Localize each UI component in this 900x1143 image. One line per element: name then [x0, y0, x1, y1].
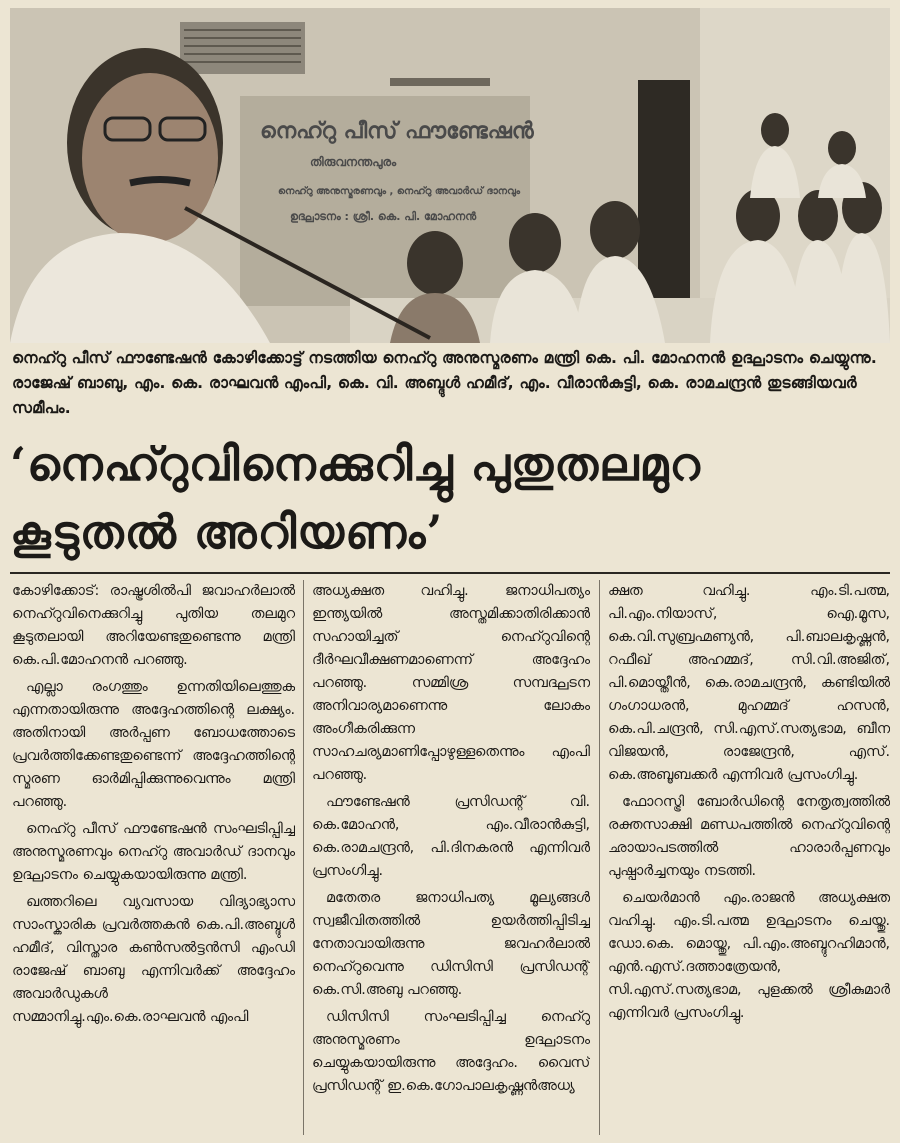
- banner-line4: ഉദ്ഘാടനം : ശ്രീ. കെ. പി. മോഹനൻ: [290, 210, 477, 223]
- column-divider: [303, 580, 304, 1135]
- article-column-3: [608, 580, 890, 1140]
- article-column-2: [312, 580, 590, 1140]
- photo-caption: നെഹ്റു പീസ് ഫൗണ്ടേഷൻ കോഴിക്കോട്ട് നടത്തിയ നെഹ്റു അനുസ്മരണം മന്ത്രി കെ. പി. മോഹനൻ ഉദ്ഘാടനം ചെയ്യുന്നു. രാജേഷ് ബാബു, എം. കെ. രാഘവൻ എംപി, കെ. വി. അബ്ദുൾ ഹമീദ്, എം. വീരാൻകുട്ടി, കെ. രാമചന്ദ്രൻ തുടങ്ങിയവർ സമീപം.: [12, 349, 877, 417]
- paragraph: കോഴിക്കോട്: രാഷ്ട്രശിൽപി ജവാഹർലാൽ നെഹ്റുവിനെക്കുറിച്ചു പുതിയ തലമുറ കൂടുതലായി അറിയേണ്ടതുണ്ടെന്നു മന്ത്രി കെ.പി.മോഹനൻ പറഞ്ഞു.: [12, 583, 295, 668]
- headline-divider: [10, 572, 890, 574]
- paragraph: ഖത്തറിലെ വ്യവസായ വിദ്യാഭ്യാസ സാംസ്കാരിക പ്രവർത്തകൻ കെ.പി.അബ്ദുൾ ഹമീദ്, വിസ്താര കൺസൽട്ടൻസി എംഡി രാജേഷ് ബാബു എന്നിവർക്ക് അദ്ദേഹം അവാർഡുകൾ സമ്മാനിച്ചു.എം.കെ.രാഘവൻ എംപി: [12, 894, 295, 1025]
- paragraph: എല്ലാ രംഗത്തും ഉന്നതിയിലെത്തുക എന്നതായിരുന്നു അദ്ദേഹത്തിന്റെ ലക്ഷ്യം. അതിനായി അർപ്പണ ബോധത്തോടെ പ്രവർത്തിക്കേണ്ടതുണ്ടെന്ന് അദ്ദേഹത്തിന്റെ സ്മരണ ഓർമിപ്പിക്കുന്നുവെന്നും മന്ത്രി പറഞ്ഞു.: [12, 679, 295, 810]
- news-photo: [10, 8, 890, 343]
- headline: ‘നെഹ്റുവിനെക്കുറിച്ചു പുതുതലമുറ കൂടുതൽ അറിയണം’: [10, 437, 701, 559]
- paragraph: അധ്യക്ഷത വഹിച്ചു. ജനാധിപത്യം ഇന്ത്യയിൽ അസ്തമിക്കാതിരിക്കാൻ സഹായിച്ചത് നെഹ്റുവിന്റെ ദീർഘവീക്ഷണമാണെന്ന് അദ്ദേഹം പറഞ്ഞു. സമ്മിശ്ര സമ്പദ്ഘടന അനിവാര്യമാണെന്നു ലോകം അംഗീകരിക്കുന്ന സാഹചര്യമാണിപ്പോഴുള്ളതെന്നും എംപി പറഞ്ഞു.: [312, 583, 590, 783]
- paragraph: ഫൗണ്ടേഷൻ പ്രസിഡന്റ് വി. കെ.മോഹൻ, എം.വീരാൻകുട്ടി, കെ.രാമചന്ദ്രൻ, പി.ദിനകരൻ എന്നിവർ പ്രസംഗിച്ചു.: [312, 794, 590, 879]
- article-column-1: [12, 580, 295, 1140]
- banner-line3: നെഹ്റു അനുസ്മരണവും , നെഹ്റു അവാർഡ് ദാനവും: [278, 186, 521, 197]
- paragraph: നെഹ്റു പീസ് ഫൗണ്ടേഷൻ സംഘടിപ്പിച്ച അനുസ്മരണവും നെഹ്റു അവാർഡ് ദാനവും ഉദ്ഘാടനം ചെയ്യുകയായിരുന്നു മന്ത്രി.: [12, 821, 295, 883]
- photo-illustration: [10, 8, 890, 343]
- paragraph: ഡിസിസി സംഘടിപ്പിച്ച നെഹ്റു അനുസ്മരണം ഉദ്ഘാടനം ചെയ്യുകയായിരുന്നു അദ്ദേഹം. വൈസ് പ്രസിഡന്റ് ഇ.കെ.ഗോപാലകൃഷ്ണൻഅധ്യ: [312, 1009, 590, 1094]
- column-divider: [599, 580, 600, 1135]
- paragraph: ചെയർമാൻ എം.രാജൻ അധ്യക്ഷത വഹിച്ചു. എം.ടി.പത്മ ഉദ്ഘാടനം ചെയ്തു. ഡോ.കെ. മൊയ്തു, പി.എം.അബ്ദുറഹിമാൻ, എൻ.എസ്.ദത്താത്രേയൻ, സി.എസ്.സത്യഭാമ, പുളക്കൽ ശ്രീകുമാർ എന്നിവർ പ്രസംഗിച്ചു.: [608, 890, 890, 1021]
- paragraph: ക്ഷത വഹിച്ചു. എം.ടി.പത്മ, പി.എം.നിയാസ്, ഐ.മൂസ, കെ.വി.സുബ്രഹ്മണ്യൻ, പി.ബാലകൃഷ്ണൻ, റഫീഖ് അഹമ്മദ്, സി.വി.അജിത്, പി.മൊയ്തീൻ, കെ.രാമചന്ദ്രൻ, കണ്ടിയിൽ ഗംഗാധരൻ, മുഹമ്മദ് ഹസൻ, കെ.പി.ചന്ദ്രൻ, സി.എസ്.സത്യഭാമ, ബീന വിജയൻ, രാജേന്ദ്രൻ, എസ്. കെ.അബൂബക്കർ എന്നിവർ പ്രസംഗിച്ചു.: [608, 583, 890, 783]
- paragraph: ഫോറസ്ട്രി ബോർഡിന്റെ നേതൃത്വത്തിൽ രക്തസാക്ഷി മണ്ഡപത്തിൽ നെഹ്റുവിന്റെ ഛായാപടത്തിൽ ഹാരാർപ്പണവും പുഷ്പാർച്ചനയും നടത്തി.: [608, 794, 890, 879]
- banner-line2: തിരുവനന്തപുരം: [310, 155, 397, 169]
- banner-title: നെഹ്റു പീസ് ഫൗണ്ടേഷൻ: [260, 119, 534, 144]
- paragraph: മതേതര ജനാധിപത്യ മൂല്യങ്ങൾ സ്വജീവിതത്തിൽ ഉയർത്തിപ്പിടിച്ച നേതാവായിരുന്നു ജവഹർലാൽ നെഹ്റുവെന്നു ഡിസിസി പ്രസിഡന്റ് കെ.സി.അബു പറഞ്ഞു.: [312, 890, 590, 998]
